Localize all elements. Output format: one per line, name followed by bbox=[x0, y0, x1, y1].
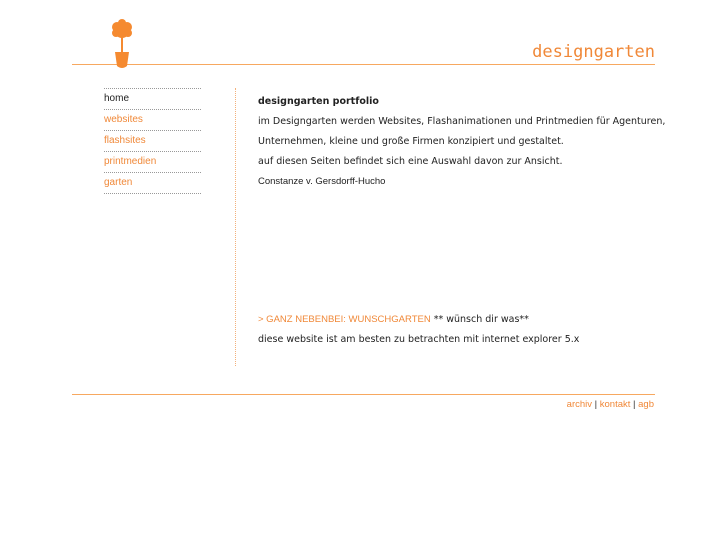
footer-link-kontakt[interactable]: kontakt bbox=[599, 399, 631, 410]
intro-line-1: im Designgarten werden Websites, Flashanimationen und Printmedien für Agenturen, bbox=[258, 116, 666, 127]
wunschgarten-link[interactable]: > GANZ NEBENBEI: WUNSCHGARTEN bbox=[258, 314, 431, 325]
browser-note: diese website ist am besten zu betrachten mit internet explorer 5.x bbox=[258, 334, 580, 345]
nav-divider bbox=[104, 193, 201, 195]
nav-item-flashsites[interactable]: flashsites bbox=[104, 130, 201, 151]
page-title: designgarten portfolio bbox=[258, 96, 379, 107]
nav-item-home[interactable]: home bbox=[104, 88, 201, 109]
intro-line-2: Unternehmen, kleine und große Firmen konzipiert und gestaltet. bbox=[258, 136, 564, 147]
topiary-tree-icon bbox=[108, 18, 136, 70]
footer-link-agb[interactable]: agb bbox=[638, 399, 654, 410]
sidebar-nav bbox=[104, 88, 201, 195]
main-content bbox=[258, 92, 666, 192]
intro-line-3: auf diesen Seiten befindet sich eine Auswahl davon zur Ansicht. bbox=[258, 156, 563, 167]
wish-row bbox=[258, 310, 529, 330]
vertical-divider bbox=[235, 88, 236, 366]
nav-item-printmedien[interactable]: printmedien bbox=[104, 151, 201, 172]
brand-logo-text[interactable]: designgarten bbox=[532, 42, 655, 62]
footer-links bbox=[567, 399, 654, 410]
separator: | bbox=[592, 399, 600, 410]
nav-item-garten[interactable]: garten bbox=[104, 172, 201, 193]
nav-item-websites[interactable]: websites bbox=[104, 109, 201, 130]
footer-rule bbox=[72, 394, 655, 395]
signature: Constanze v. Gersdorff-Hucho bbox=[258, 176, 386, 187]
separator: | bbox=[630, 399, 639, 410]
wish-text: ** wünsch dir was** bbox=[430, 314, 529, 325]
header-rule bbox=[72, 64, 655, 65]
footer-link-archiv[interactable]: archiv bbox=[566, 399, 592, 410]
